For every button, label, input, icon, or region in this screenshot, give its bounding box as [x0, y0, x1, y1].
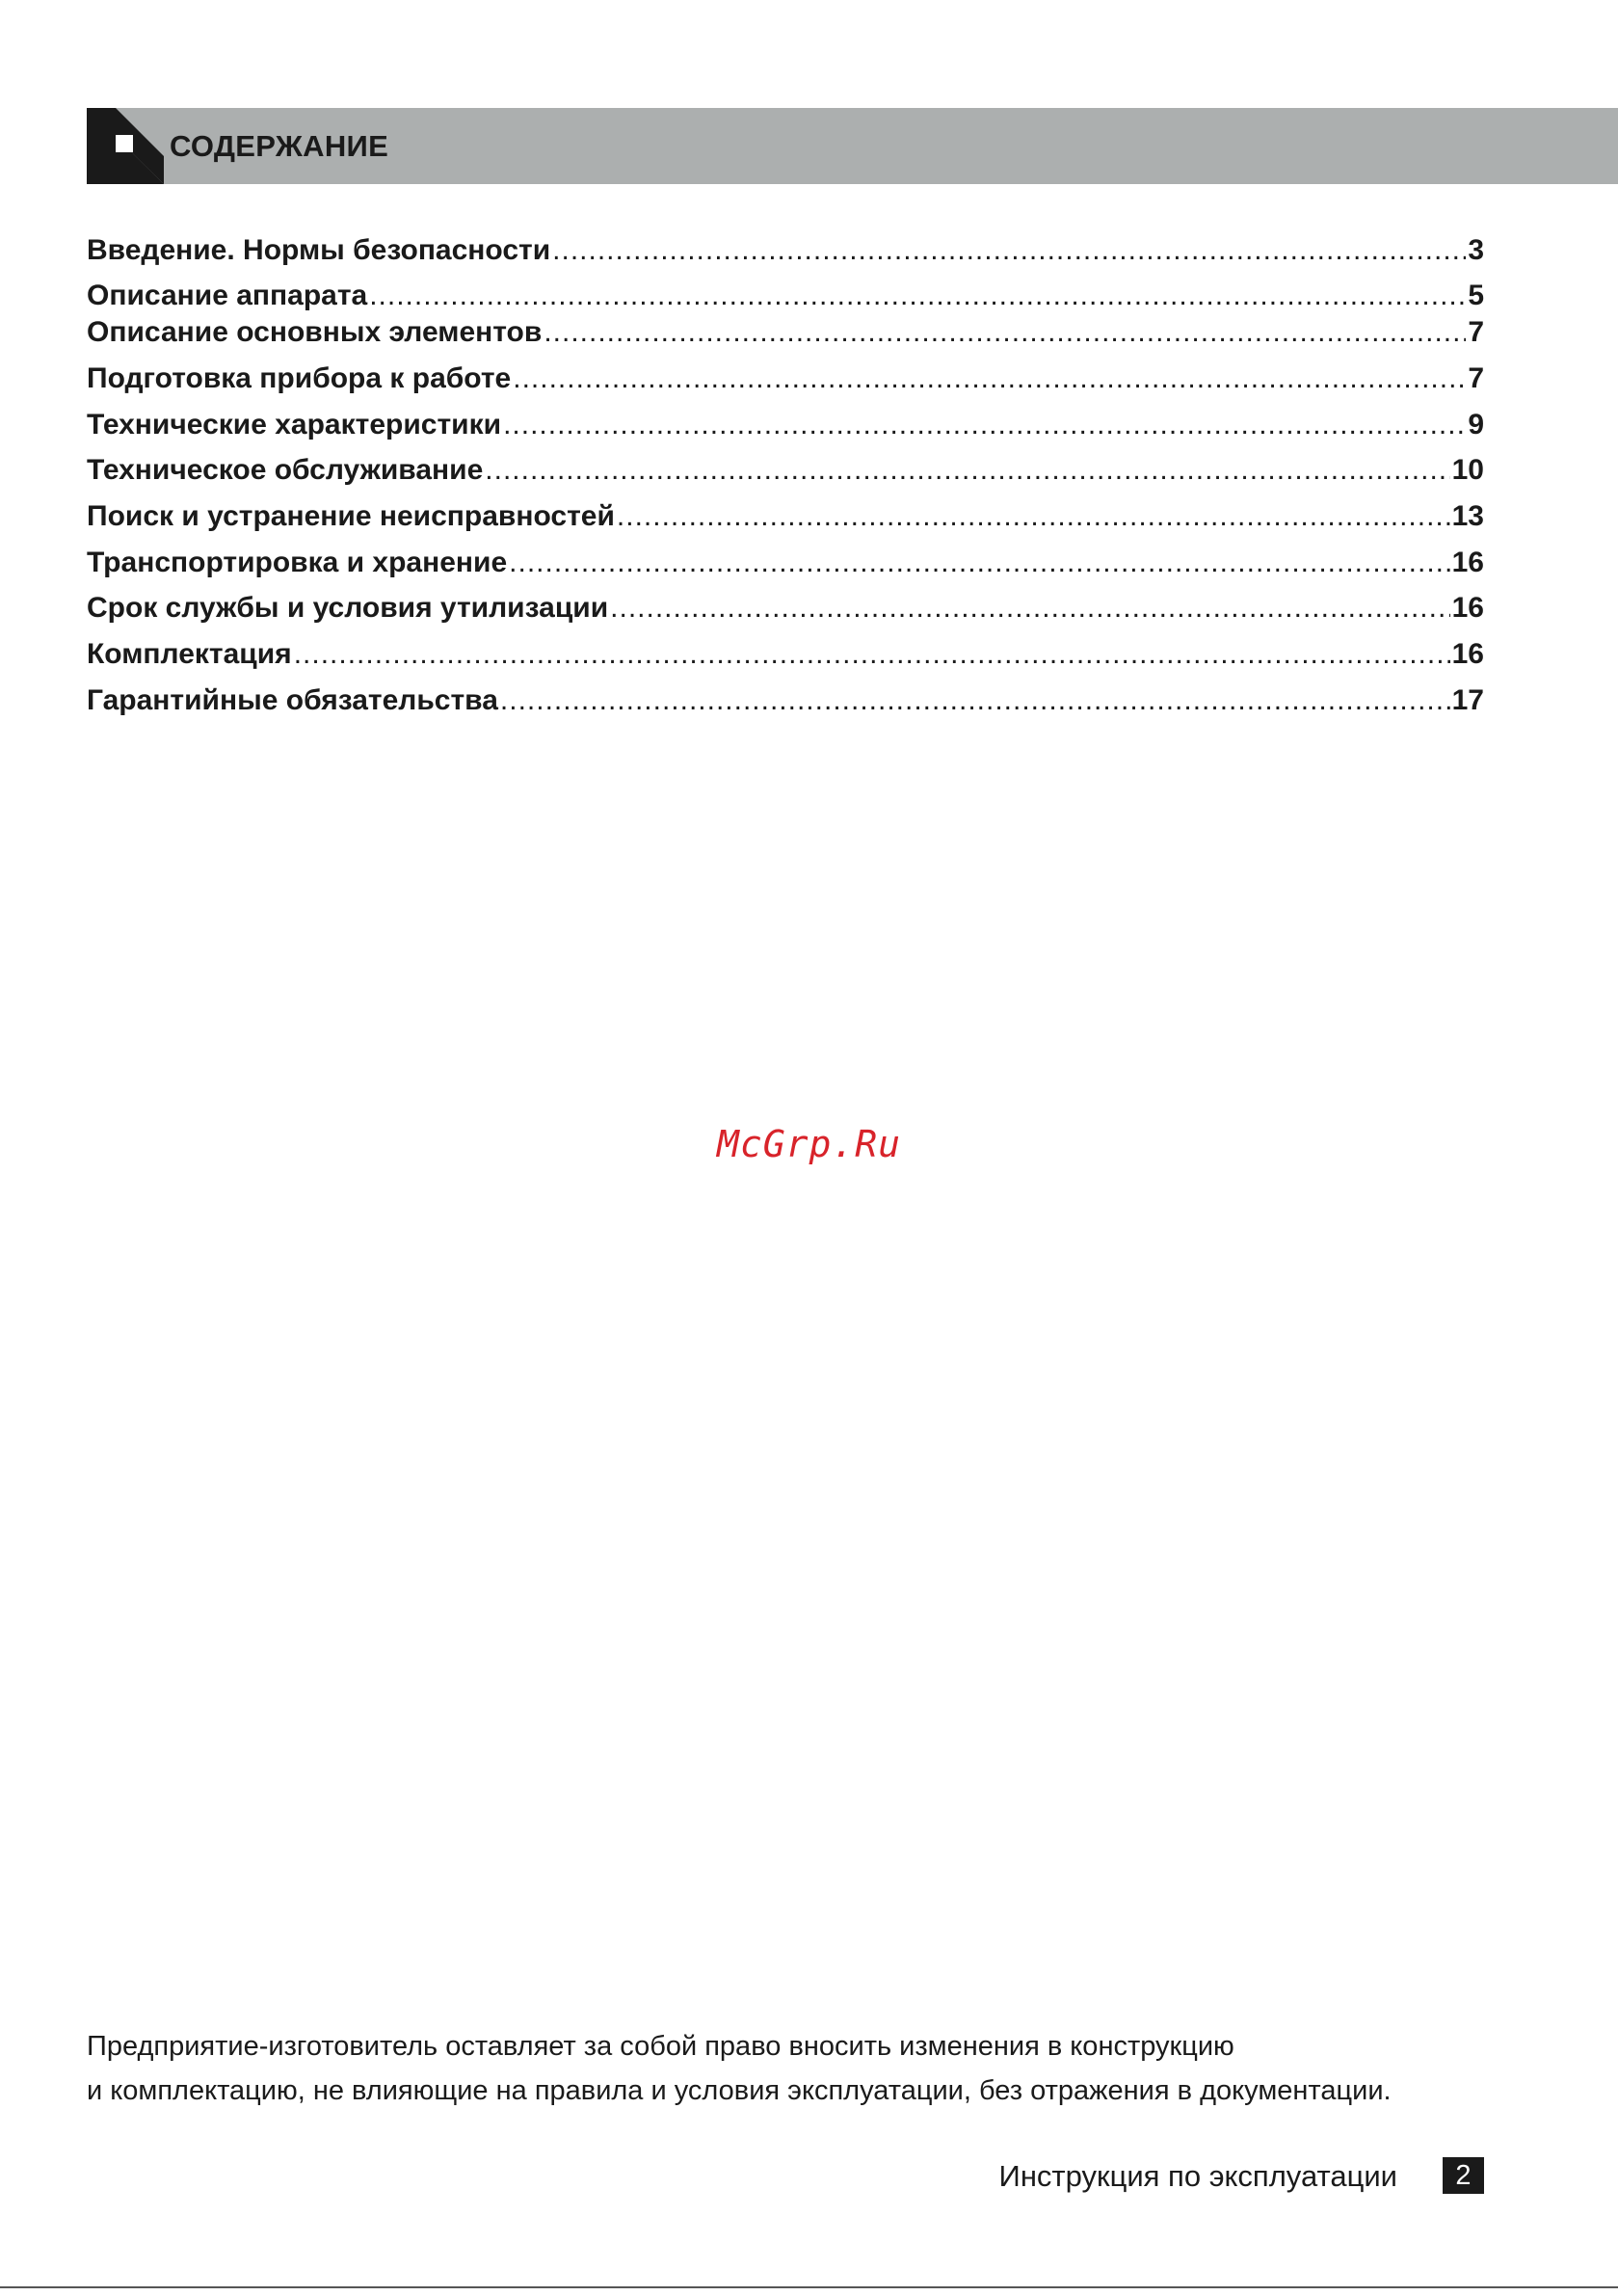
toc-item-title: Описание основных элементов [87, 316, 543, 348]
toc-item-page: 3 [1468, 234, 1484, 266]
toc-leader-dots [544, 313, 1466, 352]
toc-item-title: Техническое обслуживание [87, 454, 484, 486]
page-title: СОДЕРЖАНИЕ [170, 129, 389, 163]
toc-item-title: Введение. Нормы безопасности [87, 234, 551, 266]
toc-item [87, 231, 1484, 270]
toc-leader-dots [294, 635, 1450, 674]
page-number-badge: 2 [1443, 2157, 1484, 2194]
bottom-divider [0, 2286, 1618, 2288]
watermark-text: McGrp.Ru [716, 1123, 902, 1165]
toc-item [87, 360, 1484, 398]
toc-item-page: 17 [1451, 684, 1484, 716]
disclaimer-line: Предприятие-изготовитель оставляет за собой право вносить изменения в конструкцию [87, 2031, 1234, 2062]
toc-item-page: 16 [1451, 592, 1484, 624]
toc-item [87, 313, 1484, 352]
toc-item-title: Технические характеристики [87, 409, 502, 441]
toc-item [87, 406, 1484, 444]
toc-leader-dots [503, 406, 1466, 444]
toc-item [87, 589, 1484, 627]
toc-item-title: Поиск и устранение неисправностей [87, 500, 615, 532]
toc-item [87, 681, 1484, 720]
toc-item-page: 13 [1451, 500, 1484, 532]
toc-leader-dots [552, 231, 1466, 270]
toc-item-title: Транспортировка и хранение [87, 547, 508, 578]
toc-item-title: Гарантийные обязательства [87, 684, 498, 716]
toc-item-page: 7 [1468, 362, 1484, 394]
toc-leader-dots [617, 497, 1450, 536]
toc-item [87, 635, 1484, 674]
footer-document-title: Инструкция по эксплуатации [998, 2159, 1397, 2193]
toc-leader-dots [485, 451, 1449, 490]
toc-item [87, 544, 1484, 582]
toc-item-page: 16 [1451, 547, 1484, 578]
toc-item [87, 497, 1484, 536]
toc-leader-dots [513, 360, 1466, 398]
toc-item-title: Комплектация [87, 638, 292, 670]
toc-item-page: 16 [1451, 638, 1484, 670]
toc-leader-dots [509, 544, 1449, 582]
section-corner-icon [87, 108, 164, 184]
toc-leader-dots [500, 681, 1450, 720]
toc-item [87, 277, 1484, 315]
manufacturer-disclaimer [87, 2024, 1552, 2113]
toc-leader-dots [369, 277, 1466, 315]
toc-item-title: Описание аппарата [87, 280, 368, 311]
toc-item-page: 5 [1468, 280, 1484, 311]
toc-item-title: Подготовка прибора к работе [87, 362, 512, 394]
toc-item-page: 10 [1451, 454, 1484, 486]
toc-item-page: 9 [1468, 409, 1484, 441]
toc-item-page: 7 [1468, 316, 1484, 348]
disclaimer-line: и комплектацию, не влияющие на правила и условия эксплуатации, без отражения в документации. [87, 2075, 1392, 2106]
toc-item [87, 451, 1484, 490]
toc-item-title: Срок службы и условия утилизации [87, 592, 609, 624]
toc-leader-dots [610, 589, 1449, 627]
